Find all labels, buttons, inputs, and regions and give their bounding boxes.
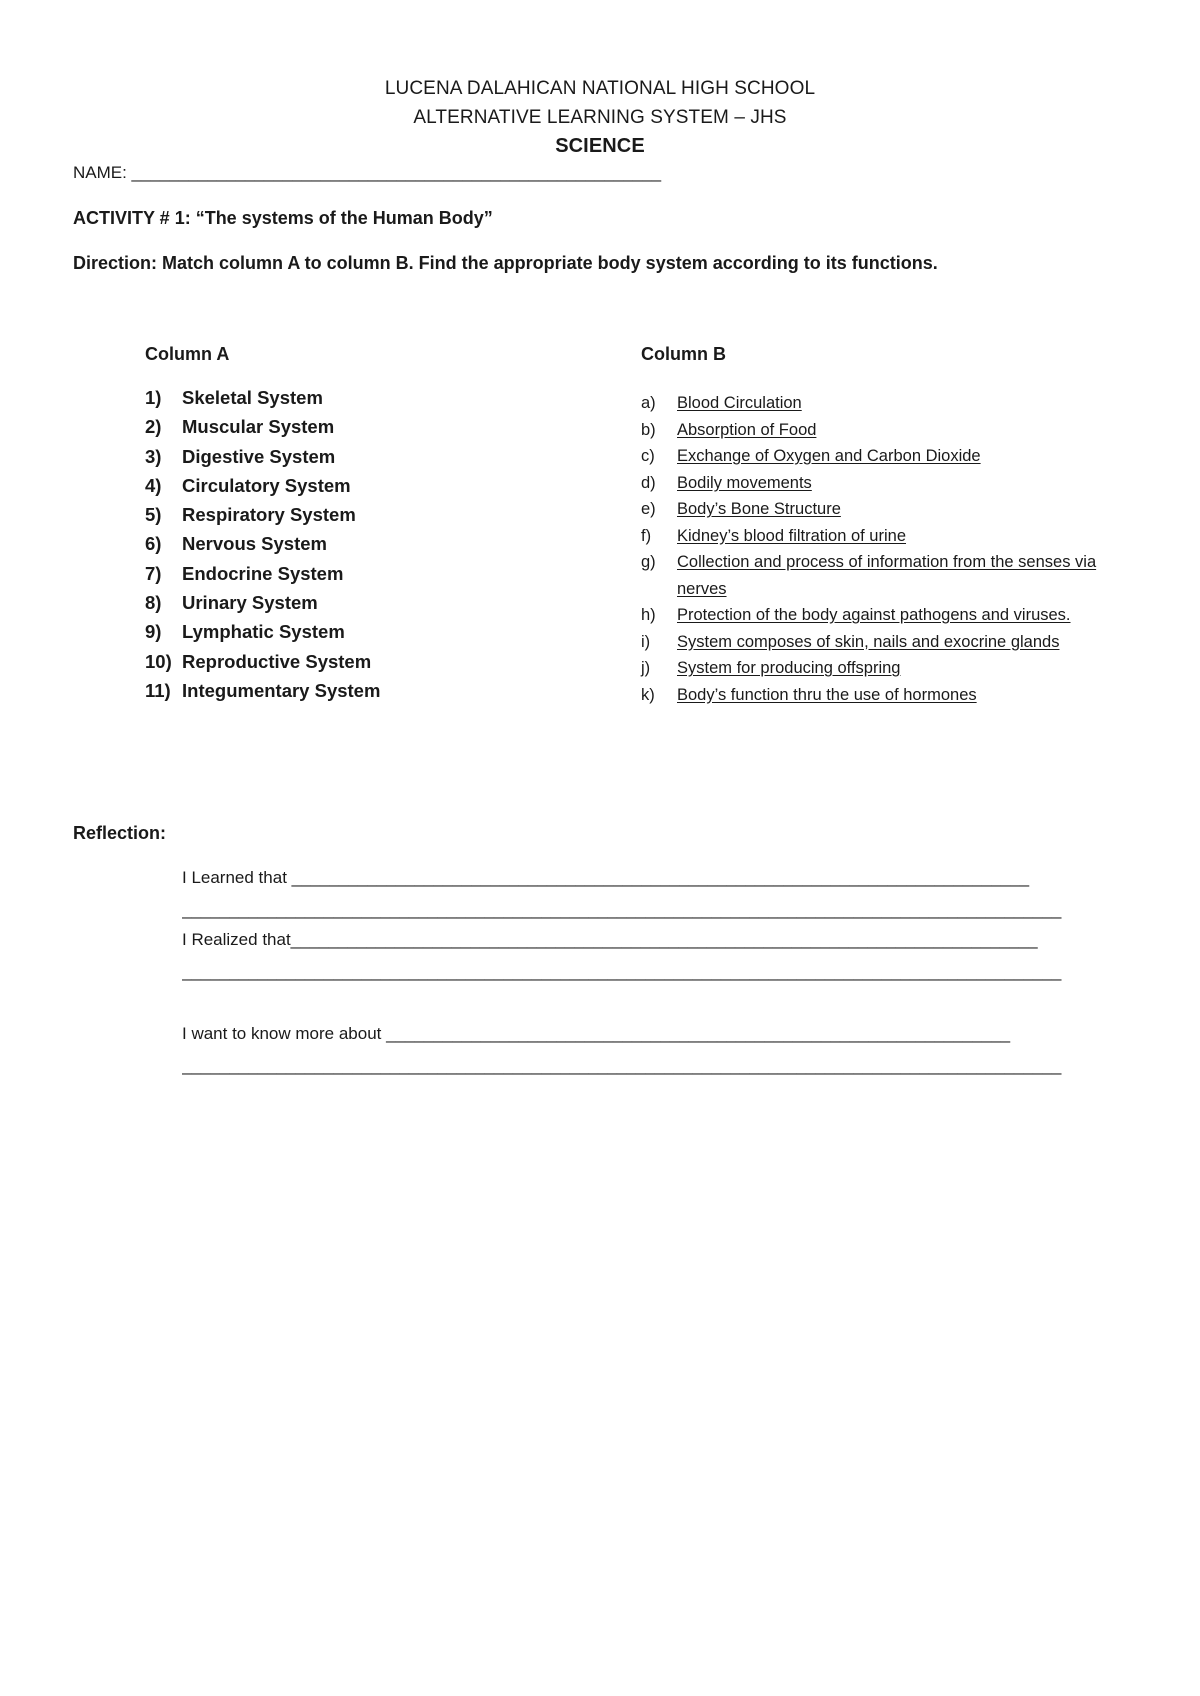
item-text: Urinary System <box>182 592 318 614</box>
learned-blank-line: _____________________________________________________________________________________________ <box>182 900 1062 919</box>
subject-title: SCIENCE <box>555 135 645 157</box>
item-number: 1) <box>145 387 162 408</box>
item-text: Digestive System <box>182 445 336 467</box>
item-letter: j) <box>641 659 651 677</box>
list-item <box>145 651 380 680</box>
list-item <box>641 417 1141 444</box>
item-text: Muscular System <box>182 416 335 438</box>
list-item <box>641 390 1141 417</box>
column-b-heading: Column B <box>641 344 726 364</box>
column-b-list <box>641 390 1141 708</box>
item-letter: e) <box>641 500 656 518</box>
program-name: ALTERNATIVE LEARNING SYSTEM – JHS <box>413 107 787 128</box>
learned-prompt: I Learned that ______________________________________________________________________________ <box>182 868 1030 887</box>
item-number: 2) <box>145 416 162 438</box>
list-item <box>145 563 380 592</box>
item-description: Absorption of Food <box>677 420 817 439</box>
item-text: Respiratory System <box>182 504 356 526</box>
item-letter: c) <box>641 447 655 465</box>
item-description: Kidney’s blood filtration of urine <box>677 526 907 545</box>
list-item <box>641 602 1141 629</box>
name-field: NAME: ________________________________________________________ <box>73 163 662 182</box>
item-letter: i) <box>641 632 651 651</box>
column-a-heading: Column A <box>145 344 230 364</box>
want-to-know-blank-line: _____________________________________________________________________________________________ <box>182 1056 1062 1075</box>
item-text: Skeletal System <box>182 387 323 408</box>
item-number: 9) <box>145 621 162 643</box>
want-to-know-prompt: I want to know more about __________________________________________________________________ <box>182 1024 1011 1043</box>
list-item <box>145 592 380 621</box>
column-a-list <box>145 387 380 709</box>
item-description: Body’s function thru the use of hormones <box>677 685 977 704</box>
list-item <box>145 621 380 650</box>
list-item <box>145 504 380 533</box>
list-item <box>641 549 1141 602</box>
list-item <box>641 470 1141 497</box>
item-number: 3) <box>145 445 162 467</box>
item-description: Bodily movements <box>677 473 812 492</box>
item-text: Lymphatic System <box>182 621 345 643</box>
item-letter: d) <box>641 473 656 492</box>
document-header <box>0 74 1200 161</box>
item-number: 10) <box>145 650 172 672</box>
item-number: 11) <box>145 679 171 701</box>
list-item <box>145 446 380 475</box>
item-description: Protection of the body against pathogens and viruses. <box>677 606 1071 624</box>
list-item <box>641 682 1141 709</box>
item-text: Nervous System <box>182 533 327 555</box>
item-letter: h) <box>641 606 656 624</box>
item-letter: b) <box>641 420 656 439</box>
list-item <box>145 680 380 709</box>
list-item <box>145 475 380 504</box>
list-item <box>641 523 1141 550</box>
item-number: 4) <box>145 474 162 496</box>
item-letter: f) <box>641 526 652 545</box>
item-letter: g) <box>641 553 656 571</box>
item-text: Circulatory System <box>182 474 351 496</box>
item-number: 5) <box>145 504 162 526</box>
item-description: Body’s Bone Structure <box>677 500 841 518</box>
realized-prompt: I Realized that_______________________________________________________________________________ <box>182 930 1038 949</box>
item-letter: k) <box>641 685 655 704</box>
list-item <box>145 416 380 445</box>
item-description: System for producing offspring <box>677 659 901 677</box>
list-item <box>145 533 380 562</box>
item-description: Collection and process of information from the senses via nerves <box>677 553 1097 598</box>
reflection-heading: Reflection: <box>73 823 167 843</box>
item-description: System composes of skin, nails and exocrine glands <box>677 632 1060 651</box>
item-letter: a) <box>641 394 656 412</box>
realized-blank-line: _____________________________________________________________________________________________ <box>182 962 1062 981</box>
item-text: Endocrine System <box>182 562 344 584</box>
list-item <box>641 655 1141 682</box>
item-description: Exchange of Oxygen and Carbon Dioxide <box>677 447 981 465</box>
item-number: 7) <box>145 562 162 584</box>
item-description: Blood Circulation <box>677 394 802 412</box>
item-number: 8) <box>145 592 162 614</box>
item-text: Integumentary System <box>182 679 381 701</box>
item-number: 6) <box>145 533 162 555</box>
activity-title: ACTIVITY # 1: “The systems of the Human Body” <box>73 208 493 228</box>
item-text: Reproductive System <box>182 650 372 672</box>
list-item <box>641 443 1141 470</box>
school-name: LUCENA DALAHICAN NATIONAL HIGH SCHOOL <box>384 78 816 99</box>
direction-text: Direction: Match column A to column B. Find the appropriate body system according to its functions. <box>73 253 938 273</box>
list-item <box>641 496 1141 523</box>
list-item <box>145 387 380 416</box>
list-item <box>641 629 1141 656</box>
